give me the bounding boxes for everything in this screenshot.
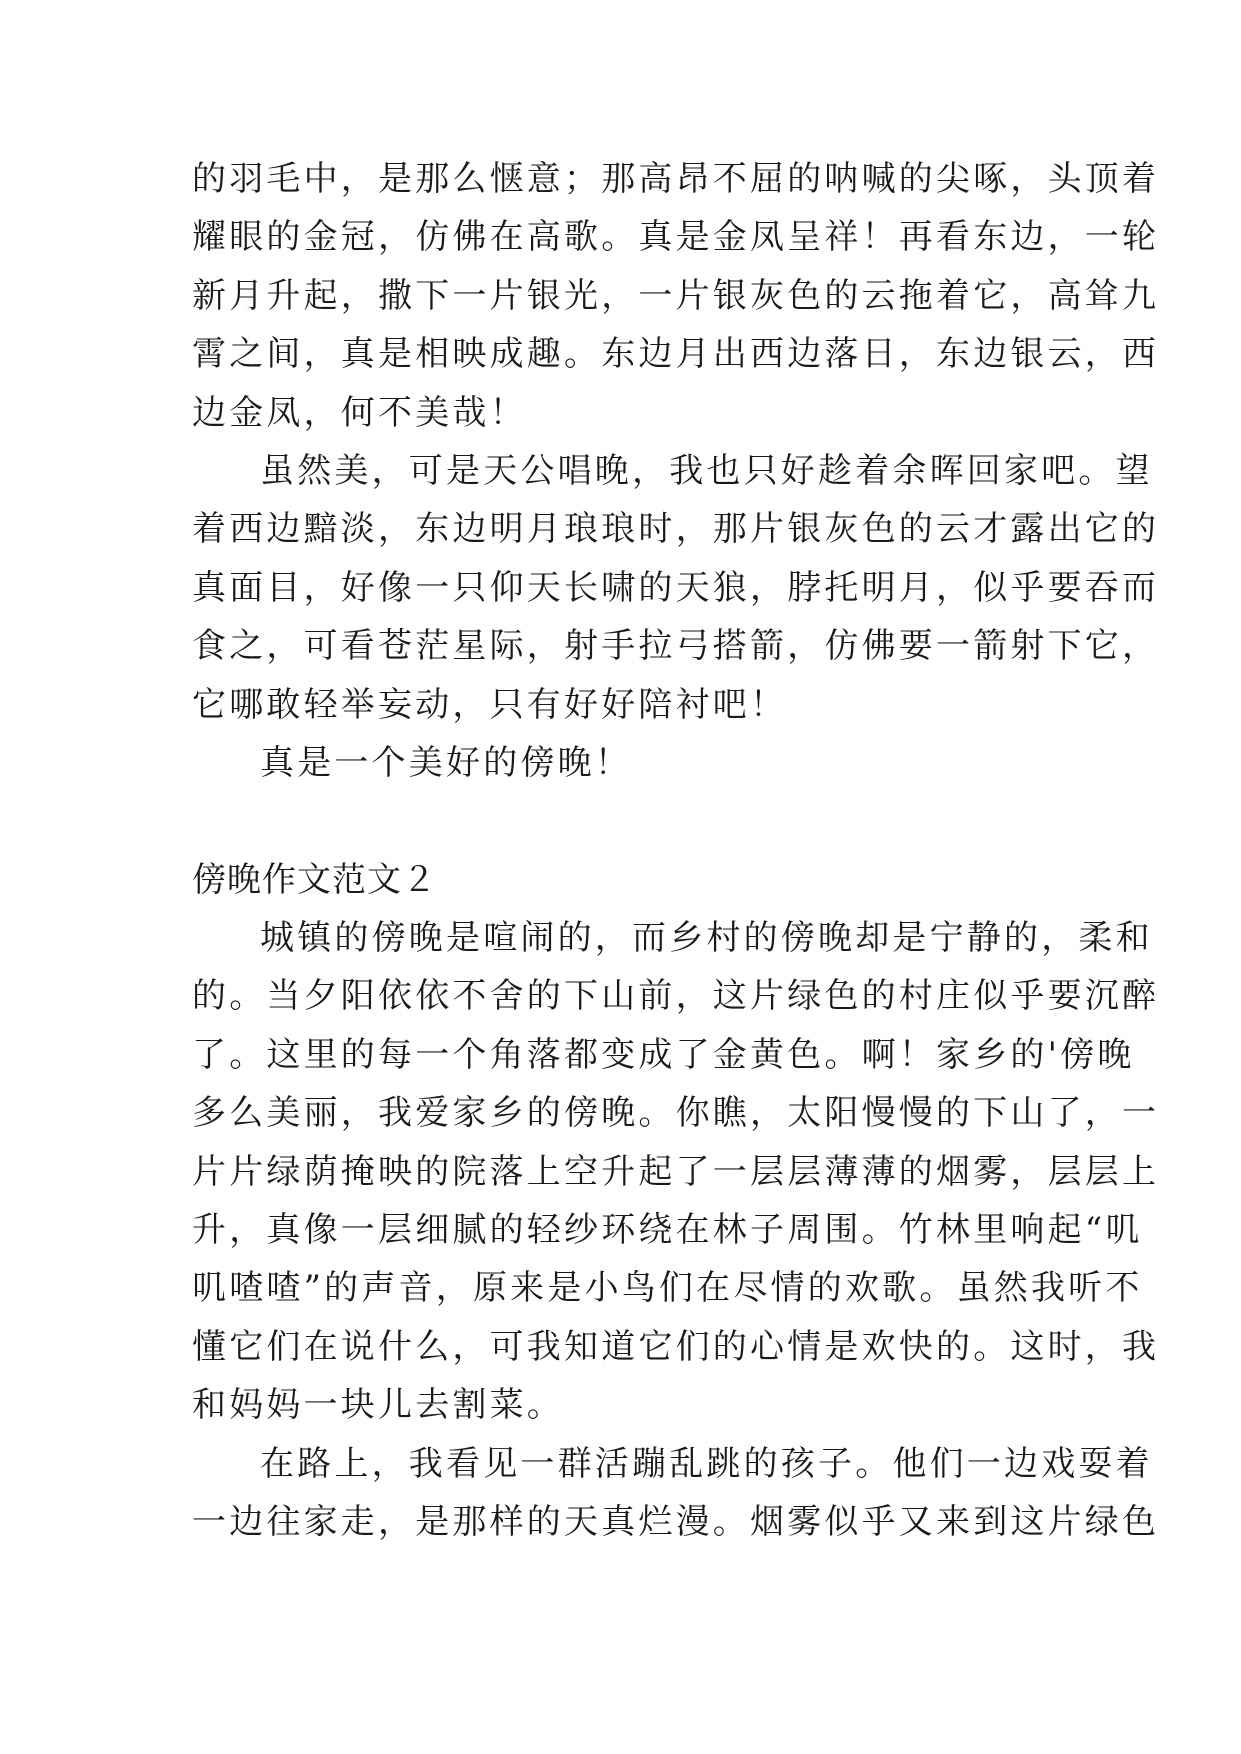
paragraph-line: 懂它们在说什么，可我知道它们的心情是欢快的。这时，我 [192,1326,1160,1367]
paragraph-line: 片片绿荫掩映的院落上空升起了一层层薄薄的烟雾，层层上 [192,1151,1160,1192]
paragraph-4 [192,909,1160,1435]
paragraph-5 [192,1435,1160,1552]
paragraph-line: 边金凤，何不美哉！ [192,392,527,433]
paragraph-line: 城镇的傍晚是喧闹的，而乡村的傍晚却是宁静的，柔和 [260,918,1153,959]
paragraph-line: 真是一个美好的傍晚！ [260,742,632,783]
paragraph-line: 的羽毛中，是那么惬意；那高昂不屈的呐喊的尖啄，头顶着 [192,159,1160,199]
paragraph-line: 它哪敢轻举妄动，只有好好陪衬吧！ [192,684,788,725]
paragraph-line: 升，真像一层细腻的轻纱环绕在林子周围。竹林里响起“叽 [192,1210,1143,1251]
paragraph-line: 新月升起，撒下一片银光，一片银灰色的云拖着它，高耸九 [192,275,1160,316]
paragraph-line: 霄之间，真是相映成趣。东边月出西边落日，东边银云，西 [192,334,1160,375]
paragraph-line: 多么美丽，我爱家乡的傍晚。你瞧，太阳慢慢的下山了，一 [192,1093,1160,1134]
paragraph-1 [192,150,1160,442]
paragraph-line: 食之，可看苍茫星际，射手拉弓搭箭，仿佛要一箭射下它， [192,626,1160,667]
paragraph-line: 叽喳喳”的声音，原来是小鸟们在尽情的欢歌。虽然我听不 [192,1268,1143,1309]
document-page [192,150,1160,1551]
paragraph-line: 在路上，我看见一群活蹦乱跳的孩子。他们一边戏耍着 [260,1443,1153,1484]
paragraph-line: 了。这里的每一个角落都变成了金黄色。啊！家乡的'傍晚 [192,1034,1135,1075]
paragraph-line: 一边往家走，是那样的天真烂漫。烟雾似乎又来到这片绿色 [192,1501,1160,1542]
paragraph-line: 和妈妈一块儿去割菜。 [192,1385,564,1426]
section-heading: 傍晚作文范文２ [192,859,437,900]
paragraph-line: 真面目，好像一只仰天长啸的天狼，脖托明月，似乎要吞而 [192,567,1160,608]
paragraph-line: 的。当夕阳依依不舍的下山前，这片绿色的村庄似乎要沉醉 [192,976,1160,1017]
paragraph-3 [192,734,1072,792]
paragraph-line: 虽然美，可是天公唱晚，我也只好趁着余晖回家吧。望 [260,450,1153,491]
paragraph-line: 着西边黯淡，东边明月琅琅时，那片银灰色的云才露出它的 [192,509,1160,550]
paragraph-line: 耀眼的金冠，仿佛在高歌。真是金凤呈祥！再看东边，一轮 [192,217,1160,258]
section-spacer [192,792,1072,850]
paragraph-2 [192,442,1160,734]
